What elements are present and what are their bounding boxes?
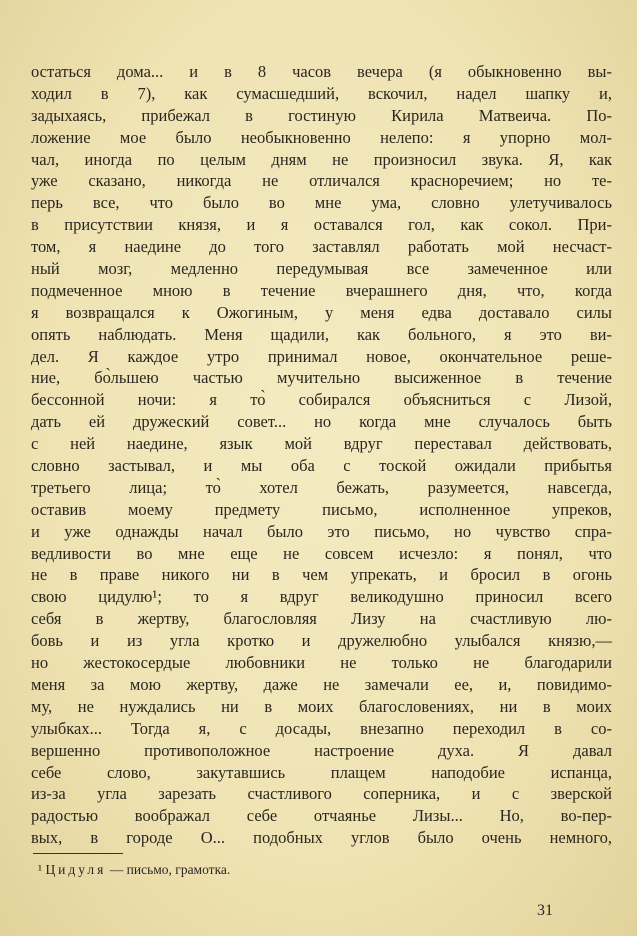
text-line: опять наблюдать. Меня щадили, как больного, я это ви- <box>31 324 612 344</box>
text-line: вершенно противоположное настроение духа. Я давал <box>31 740 612 760</box>
text-line: ходил в 7), как сумасшедший, вскочил, надел шапку и, <box>31 83 612 103</box>
text-line: улыбках... Тогда я, с досады, внезапно переходил в со- <box>31 718 612 738</box>
body-text <box>31 61 612 849</box>
text-line: дел. Я каждое утро принимал новое, окончательное реше- <box>31 346 612 366</box>
footnote-rule <box>33 853 123 854</box>
text-line: но жестокосердые любовники не только не благодарили <box>31 653 612 673</box>
text-line: с ней наедине, язык мой вдруг переставал действовать, <box>31 434 612 454</box>
text-line: в присутствии князя, и я оставался гол, как сокол. При- <box>31 215 612 235</box>
text-line: свою цидулю¹; то я вдруг великодушно приносил всего <box>31 587 612 607</box>
text-line: дать ей дружеский совет... но когда мне случалось быть <box>31 412 612 432</box>
text-line: третьего лица; то̀ хотел бежать, разумеется, навсегда, <box>31 477 612 497</box>
page-number: 31 <box>537 902 553 919</box>
text-line: вых, в городе О... подобных углов было очень немного, <box>31 828 612 848</box>
text-line: словно застывал, и мы оба с тоской ожидали прибытья <box>31 456 612 476</box>
text-line: чал, иногда по целым дням не произносил звука. Я, как <box>31 149 612 169</box>
text-line: перь все, что было во мне ума, словно улетучивалось <box>31 193 612 213</box>
text-line: я возвращался к Ожогиным, у меня едва доставало силы <box>31 302 612 322</box>
text-line: ние, бо̀льшею частью мучительно высиженное в течение <box>31 368 612 388</box>
footnote-term: Цидуля <box>45 862 107 877</box>
text-line: не в праве никого ни в чем упрекать, и бросил в огонь <box>31 565 612 585</box>
text-line: оставив моему предмету письмо, исполненное упреков, <box>31 499 612 519</box>
text-line: подмеченное мною в течение вчерашнего дня, что, когда <box>31 280 612 300</box>
text-line: остаться дома... и в 8 часов вечера (я обыкновенно вы- <box>31 62 612 81</box>
text-line: задыхаясь, прибежал в гостиную Кирила Матвеича. По- <box>31 105 612 125</box>
footnote-definition: — письмо, грамотка. <box>106 862 231 877</box>
footnote-marker: ¹ <box>38 862 43 877</box>
text-line: ведливости во мне еще не совсем исчезло: я понял, что <box>31 543 612 563</box>
text-line: радостью воображал себе отчаянье Лизы... Но, во-пер- <box>31 806 612 826</box>
text-line: му, не нуждались ни в моих благословениях, ни в моих <box>31 696 612 716</box>
text-line: бессонной ночи: я то̀ собирался объясниться с Лизой, <box>31 390 612 410</box>
text-line: из-за угла зарезать счастливого соперника, и с зверской <box>31 784 612 804</box>
text-line: ный мозг, медленно передумывая все замеченное или <box>31 259 612 279</box>
text-line: бовь и из угла кротко и дружелюбно улыбался князю,— <box>31 631 612 651</box>
text-line: меня за мою жертву, даже не замечали ее, и, повидимо- <box>31 674 612 694</box>
text-line: себя в жертву, благословляя Лизу на счастливую лю- <box>31 609 612 629</box>
text-line: ложение мое было необыкновенно нелепо: я упорно мол- <box>31 127 612 147</box>
text-line: себе слово, закутавшись плащем наподобие испанца, <box>31 762 612 782</box>
footnote <box>38 862 230 878</box>
text-line: уже сказано, никогда не отличался красноречием; но те- <box>31 171 612 191</box>
text-line: том, я наедине до того заставлял работать мой несчаст- <box>31 237 612 257</box>
text-line: и уже однажды начал было это письмо, но чувство спра- <box>31 521 612 541</box>
